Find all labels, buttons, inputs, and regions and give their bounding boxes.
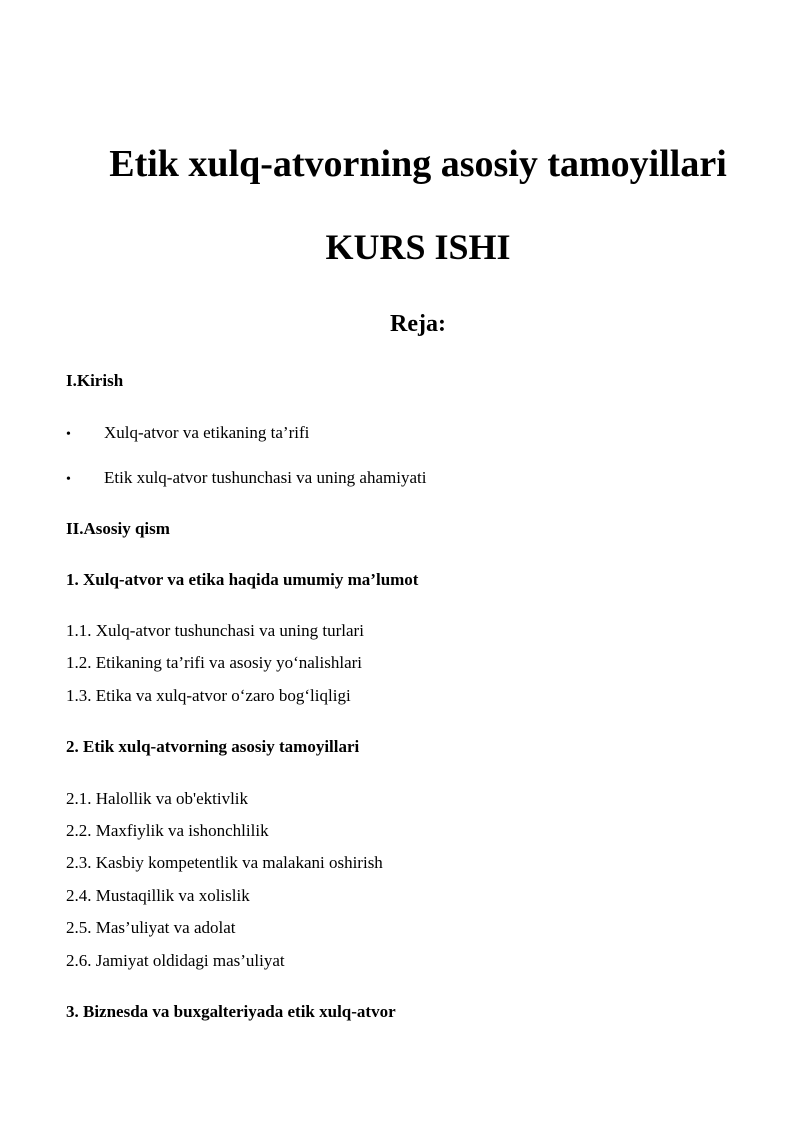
intro-bullet-2-text: Etik xulq-atvor tushunchasi va uning ahamiyati (104, 468, 427, 487)
section-2-item-3: 2.3. Kasbiy kompetentlik va malakani oshirish (66, 853, 383, 872)
section-2-item-1: 2.1. Halollik va ob'ektivlik (66, 789, 249, 808)
section-3-heading: 3. Biznesda va buxgalteriyada etik xulq-atvor (66, 1002, 396, 1021)
section-1-item-2: 1.2. Etikaning ta’rifi va asosiy yo‘nalishlari (66, 653, 363, 672)
section-1-heading: 1. Xulq-atvor va etika haqida umumiy ma’lumot (66, 570, 419, 589)
intro-heading: I.Kirish (66, 371, 124, 390)
section-2-item-2: 2.2. Maxfiylik va ishonchlilik (66, 821, 269, 840)
bullet-icon: • (66, 472, 71, 487)
plan-heading: Reja: (390, 311, 446, 337)
bullet-icon: • (66, 427, 71, 442)
section-2-item-6: 2.6. Jamiyat oldidagi mas’uliyat (66, 951, 285, 970)
section-2-item-5: 2.5. Mas’uliyat va adolat (66, 918, 236, 937)
intro-bullet-1 (66, 422, 309, 446)
document-title: Etik xulq-atvorning asosiy tamoyillari (109, 143, 727, 185)
section-1-item-3: 1.3. Etika va xulq-atvor o‘zaro bog‘liqligi (66, 686, 351, 705)
section-2-item-4: 2.4. Mustaqillik va xolislik (66, 886, 250, 905)
main-heading: II.Asosiy qism (66, 519, 170, 538)
section-2-heading: 2. Etik xulq-atvorning asosiy tamoyillari (66, 737, 360, 756)
intro-bullet-2 (66, 467, 426, 491)
document-subtitle: KURS ISHI (325, 227, 511, 267)
intro-bullet-1-text: Xulq-atvor va etikaning ta’rifi (104, 423, 310, 442)
section-1-item-1: 1.1. Xulq-atvor tushunchasi va uning turlari (66, 621, 364, 640)
